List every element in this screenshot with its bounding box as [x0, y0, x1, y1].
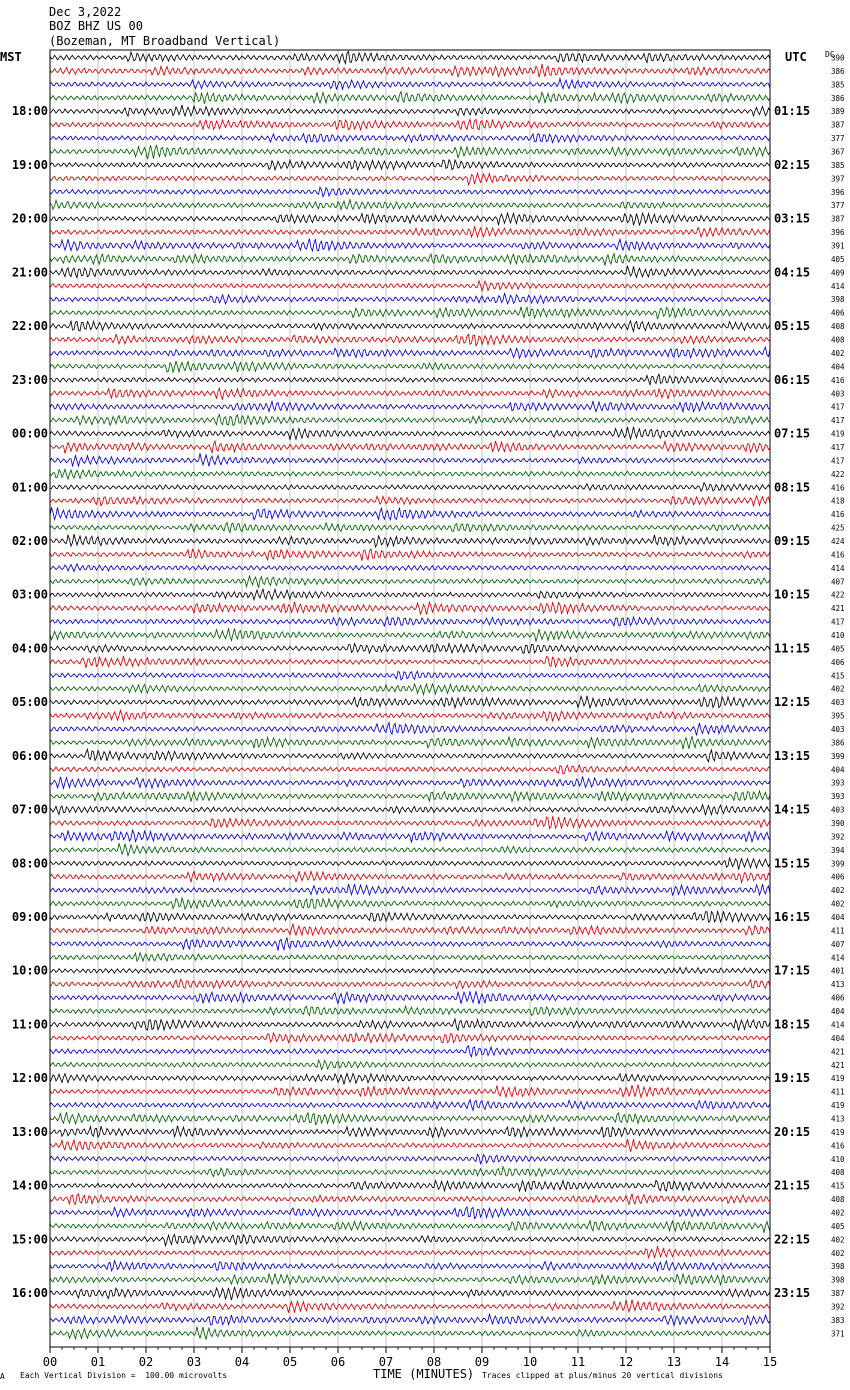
dc-offset-value: 390 [831, 819, 845, 829]
dc-offset-value: 406 [831, 657, 845, 667]
dc-offset-value: 397 [831, 174, 845, 184]
dc-offset-value: 415 [831, 1181, 845, 1191]
trace-line [50, 549, 770, 561]
x-axis-title: TIME (MINUTES) [373, 1367, 475, 1381]
trace-line [50, 266, 770, 278]
right-hour-label: 21:15 [774, 1178, 811, 1193]
scale-note: Each Vertical Division = 100.00 microvolts [20, 1371, 228, 1380]
dc-offset-value: 422 [831, 590, 845, 600]
dc-offset-value: 404 [831, 362, 845, 372]
dc-offset-value: 417 [831, 617, 845, 627]
dc-offset-value: 416 [831, 510, 845, 520]
left-hour-label: 21:00 [11, 265, 48, 280]
right-hour-label: 09:15 [774, 533, 811, 548]
trace-line [50, 968, 770, 974]
left-hour-label: 14:00 [11, 1178, 48, 1193]
right-hour-label: 02:15 [774, 157, 811, 172]
corner-mark: A [0, 1372, 5, 1381]
dc-offset-value: 424 [831, 536, 845, 546]
trace-line [50, 791, 770, 802]
right-hour-label: 14:15 [774, 802, 811, 817]
trace-line [50, 415, 770, 426]
trace-line [50, 522, 770, 532]
trace-line [50, 844, 770, 856]
trace-line [50, 628, 770, 641]
trace-line [50, 1154, 770, 1163]
dc-offset-value: 402 [831, 1248, 845, 1258]
trace-line [50, 817, 770, 829]
dc-offset-value: 398 [831, 1275, 845, 1285]
x-tick-label: 04 [234, 1355, 250, 1369]
right-hour-label: 01:15 [774, 104, 811, 119]
left-timezone-label: MST [0, 50, 22, 64]
right-timezone-label: UTC [785, 50, 807, 64]
trace-line [50, 1033, 770, 1043]
dc-offset-value: 403 [831, 698, 845, 708]
dc-offset-value: 390 [831, 53, 845, 63]
trace-line [50, 1073, 770, 1084]
right-hour-label: 10:15 [774, 587, 811, 602]
trace-line [50, 1221, 770, 1233]
left-hour-label: 04:00 [11, 641, 48, 656]
trace-line [50, 1060, 770, 1070]
trace-line [50, 617, 770, 626]
dc-offset-value: 392 [831, 1302, 845, 1312]
left-hour-label: 01:00 [11, 480, 48, 495]
trace-line [50, 496, 770, 506]
dc-offset-value: 399 [831, 751, 845, 761]
dc-offset-value: 392 [831, 832, 845, 842]
left-hour-label: 12:00 [11, 1071, 48, 1086]
trace-line [50, 871, 770, 882]
dc-offset-value: 414 [831, 281, 845, 291]
trace-line [50, 119, 770, 129]
left-hour-label: 16:00 [11, 1286, 48, 1301]
dc-offset-value: 399 [831, 859, 845, 869]
trace-line [50, 92, 770, 104]
header-date: Dec 3,2022 [49, 5, 122, 19]
dc-offset-value: 405 [831, 644, 845, 654]
dc-offset-value: 415 [831, 671, 845, 681]
trace-line [50, 213, 770, 225]
x-tick-label: 05 [282, 1355, 298, 1369]
dc-offset-value: 408 [831, 335, 845, 345]
x-tick-label: 11 [570, 1355, 586, 1369]
left-hour-label: 05:00 [11, 695, 48, 710]
trace-line [50, 564, 770, 572]
dc-offset-value: 422 [831, 469, 845, 479]
dc-offset-value: 389 [831, 107, 845, 117]
trace-line [50, 589, 770, 600]
x-tick-label: 13 [666, 1355, 682, 1369]
trace-line [50, 671, 770, 680]
dc-offset-value: 405 [831, 254, 845, 264]
dc-offset-value: 411 [831, 1087, 845, 1097]
trace-line [50, 749, 770, 761]
trace-line [50, 160, 770, 170]
dc-offset-value: 391 [831, 241, 845, 251]
dc-offset-value: 402 [831, 886, 845, 896]
trace-line [50, 534, 770, 547]
trace-line [50, 1100, 770, 1111]
dc-offset-value: 419 [831, 1074, 845, 1084]
dc-offset-value: 418 [831, 496, 845, 506]
dc-offset-value: 404 [831, 1007, 845, 1017]
dc-offset-value: 398 [831, 1262, 845, 1272]
dc-offset-value: 403 [831, 389, 845, 399]
dc-offset-value: 408 [831, 1168, 845, 1178]
trace-line [50, 1180, 770, 1191]
dc-offset-value: 401 [831, 966, 845, 976]
dc-offset-value: 413 [831, 1114, 845, 1124]
dc-offset-value: 413 [831, 980, 845, 990]
dc-offset-value: 410 [831, 1154, 845, 1164]
right-hour-label: 18:15 [774, 1017, 811, 1032]
dc-offset-value: 395 [831, 711, 845, 721]
x-tick-label: 02 [138, 1355, 154, 1369]
dc-offset-value: 367 [831, 147, 845, 157]
dc-offset-value: 402 [831, 684, 845, 694]
right-hour-label: 19:15 [774, 1071, 811, 1086]
dc-offset-value: 377 [831, 201, 845, 211]
trace-line [50, 1207, 770, 1219]
dc-offset-value: 393 [831, 792, 845, 802]
dc-offset-value: 407 [831, 939, 845, 949]
dc-offset-value: 419 [831, 1127, 845, 1137]
trace-line [50, 953, 770, 961]
left-hour-label: 02:00 [11, 533, 48, 548]
trace-line [50, 1247, 770, 1258]
trace-line [50, 1112, 770, 1124]
left-hour-label: 15:00 [11, 1232, 48, 1247]
dc-offset-value: 425 [831, 523, 845, 533]
trace-line [50, 334, 770, 345]
trace-line [50, 254, 770, 266]
trace-line [50, 374, 770, 385]
right-hour-label: 23:15 [774, 1286, 811, 1301]
trace-line [50, 1235, 770, 1246]
dc-offset-value: 404 [831, 913, 845, 923]
x-tick-label: 00 [42, 1355, 58, 1369]
left-hour-label: 09:00 [11, 910, 48, 925]
trace-line [50, 1261, 770, 1271]
right-hour-label: 06:15 [774, 372, 811, 387]
left-hour-label: 07:00 [11, 802, 48, 817]
trace-line [50, 1327, 770, 1340]
x-axis [43, 1347, 777, 1369]
left-hour-label: 20:00 [11, 211, 48, 226]
header-location: (Bozeman, MT Broadband Vertical) [49, 34, 281, 48]
left-hour-label: 13:00 [11, 1124, 48, 1139]
trace-line [50, 1046, 770, 1057]
trace-line [50, 227, 770, 237]
trace-line [50, 469, 770, 479]
trace-line [50, 1006, 770, 1015]
trace-line [50, 991, 770, 1004]
trace-line [50, 307, 770, 319]
dc-offset-labels [831, 54, 845, 1339]
trace-line [50, 441, 770, 453]
dc-offset-value: 402 [831, 899, 845, 909]
trace-line [50, 576, 770, 588]
right-hour-label: 08:15 [774, 480, 811, 495]
dc-offset-value: 417 [831, 442, 845, 452]
dc-offset-value: 396 [831, 228, 845, 238]
trace-line [50, 1139, 770, 1152]
trace-line [50, 293, 770, 304]
x-tick-label: 15 [762, 1355, 778, 1369]
trace-line [50, 321, 770, 332]
trace-line [50, 427, 770, 440]
dc-offset-value: 416 [831, 375, 845, 385]
dc-offset-value: 419 [831, 1101, 845, 1111]
dc-offset-value: 417 [831, 456, 845, 466]
dc-offset-value: 386 [831, 738, 845, 748]
x-tick-label: 12 [618, 1355, 634, 1369]
dc-offset-value: 403 [831, 725, 845, 734]
dc-offset-value: 421 [831, 604, 845, 614]
left-hour-label: 06:00 [11, 748, 48, 763]
trace-line [50, 898, 770, 909]
dc-offset-value: 417 [831, 416, 845, 426]
dc-offset-value: 386 [831, 66, 845, 76]
x-tick-label: 10 [522, 1355, 538, 1369]
x-tick-label: 06 [330, 1355, 346, 1369]
right-hour-label: 12:15 [774, 695, 811, 710]
trace-line [50, 644, 770, 654]
trace-line [50, 776, 770, 788]
trace-line [50, 1274, 770, 1285]
trace-line [50, 1314, 770, 1325]
x-tick-label: 07 [378, 1355, 394, 1369]
right-hour-label: 05:15 [774, 319, 811, 334]
dc-offset-value: 386 [831, 93, 845, 103]
clip-note: Traces clipped at plus/minus 20 vertical divisions [482, 1371, 723, 1380]
dc-offset-value: 377 [831, 134, 845, 144]
right-hour-label: 22:15 [774, 1232, 811, 1247]
left-hour-label: 19:00 [11, 157, 48, 172]
dc-offset-value: 393 [831, 778, 845, 788]
left-hour-labels [12, 104, 48, 1300]
dc-offset-value: 407 [831, 577, 845, 587]
left-hour-label: 18:00 [11, 104, 48, 119]
trace-line [50, 911, 770, 922]
dc-offset-value: 396 [831, 187, 845, 197]
dc-offset-value: 410 [831, 630, 845, 640]
dc-offset-value: 404 [831, 1033, 845, 1043]
trace-line [50, 736, 770, 749]
trace-line [50, 51, 770, 63]
trace-line [50, 696, 770, 708]
trace-line [50, 924, 770, 935]
dc-offset-value: 419 [831, 429, 845, 439]
dc-offset-value: 417 [831, 402, 845, 412]
dc-offset-value: 406 [831, 308, 845, 318]
dc-offset-value: 404 [831, 765, 845, 775]
trace-line [50, 1085, 770, 1098]
dc-offset-value: 394 [831, 845, 845, 855]
dc-offset-value: 398 [831, 295, 845, 305]
trace-line [50, 602, 770, 614]
dc-offset-value: 421 [831, 1047, 845, 1057]
left-hour-label: 23:00 [11, 372, 48, 387]
dc-offset-value: 385 [831, 160, 845, 170]
dc-offset-value: 406 [831, 993, 845, 1003]
trace-line [50, 361, 770, 372]
right-hour-label: 03:15 [774, 211, 811, 226]
trace-line [50, 1019, 770, 1031]
dc-offset-value: 402 [831, 1208, 845, 1218]
trace-line [50, 200, 770, 210]
trace-line [50, 134, 770, 143]
trace-line [50, 507, 770, 519]
trace-line [50, 79, 770, 90]
trace-line [50, 1126, 770, 1138]
dc-offset-value: 414 [831, 1020, 845, 1030]
left-hour-label: 08:00 [11, 856, 48, 871]
trace-line [50, 656, 770, 668]
x-tick-label: 01 [90, 1355, 106, 1369]
trace-line [50, 347, 770, 358]
right-hour-labels [774, 104, 810, 1300]
dc-offset-value: 414 [831, 953, 845, 963]
dc-offset-value: 405 [831, 1221, 845, 1231]
x-tick-label: 14 [714, 1355, 730, 1369]
trace-line [50, 187, 770, 197]
trace-line [50, 884, 770, 895]
dc-offset-value: 402 [831, 348, 845, 358]
right-hour-label: 13:15 [774, 748, 811, 763]
dc-offset-value: 385 [831, 80, 845, 90]
right-hour-label: 16:15 [774, 910, 811, 925]
right-hour-label: 17:15 [774, 963, 811, 978]
x-tick-label: 08 [426, 1355, 442, 1369]
trace-line [50, 173, 770, 185]
trace-line [50, 281, 770, 291]
dc-offset-value: 371 [831, 1329, 845, 1339]
dc-offset-value: 406 [831, 872, 845, 882]
dc-offset-value: 416 [831, 1141, 845, 1151]
trace-line [50, 1167, 770, 1177]
trace-line [50, 858, 770, 870]
left-hour-label: 22:00 [11, 319, 48, 334]
trace-line [50, 483, 770, 492]
trace-line [50, 145, 770, 159]
right-hour-label: 15:15 [774, 856, 811, 871]
trace-line [50, 938, 770, 951]
left-hour-label: 03:00 [11, 587, 48, 602]
dc-offset-value: 409 [831, 268, 845, 278]
trace-line [50, 1300, 770, 1313]
dc-offset-value: 402 [831, 1235, 845, 1245]
trace-line [50, 722, 770, 735]
dc-label: DC [825, 50, 835, 59]
trace-line [50, 453, 770, 466]
trace-line [50, 1287, 770, 1300]
dc-offset-value: 383 [831, 1315, 845, 1325]
right-hour-label: 20:15 [774, 1124, 811, 1139]
left-hour-label: 11:00 [11, 1017, 48, 1032]
dc-offset-value: 414 [831, 563, 845, 573]
seismic-traces [50, 51, 770, 1339]
header-station: BOZ BHZ US 00 [49, 19, 143, 33]
dc-offset-value: 416 [831, 550, 845, 560]
trace-line [50, 388, 770, 399]
x-tick-label: 03 [186, 1355, 202, 1369]
trace-line [50, 830, 770, 842]
dc-offset-value: 403 [831, 805, 845, 815]
right-hour-label: 04:15 [774, 265, 811, 280]
right-hour-label: 07:15 [774, 426, 811, 441]
x-tick-label: 09 [474, 1355, 490, 1369]
trace-line [50, 401, 770, 412]
dc-offset-value: 408 [831, 1195, 845, 1205]
left-hour-label: 10:00 [11, 963, 48, 978]
trace-line [50, 64, 770, 77]
dc-offset-value: 416 [831, 483, 845, 493]
trace-line [50, 239, 770, 251]
dc-offset-value: 421 [831, 1060, 845, 1070]
trace-line [50, 765, 770, 774]
dc-offset-value: 387 [831, 214, 845, 224]
trace-line [50, 684, 770, 695]
dc-offset-value: 387 [831, 1289, 845, 1299]
dc-offset-value: 387 [831, 120, 845, 130]
trace-line [50, 979, 770, 988]
trace-line [50, 710, 770, 721]
trace-line [50, 105, 770, 116]
dc-offset-value: 411 [831, 926, 845, 936]
left-hour-label: 00:00 [11, 426, 48, 441]
trace-line [50, 1194, 770, 1205]
trace-line [50, 805, 770, 816]
dc-offset-value: 408 [831, 322, 845, 332]
right-hour-label: 11:15 [774, 641, 811, 656]
